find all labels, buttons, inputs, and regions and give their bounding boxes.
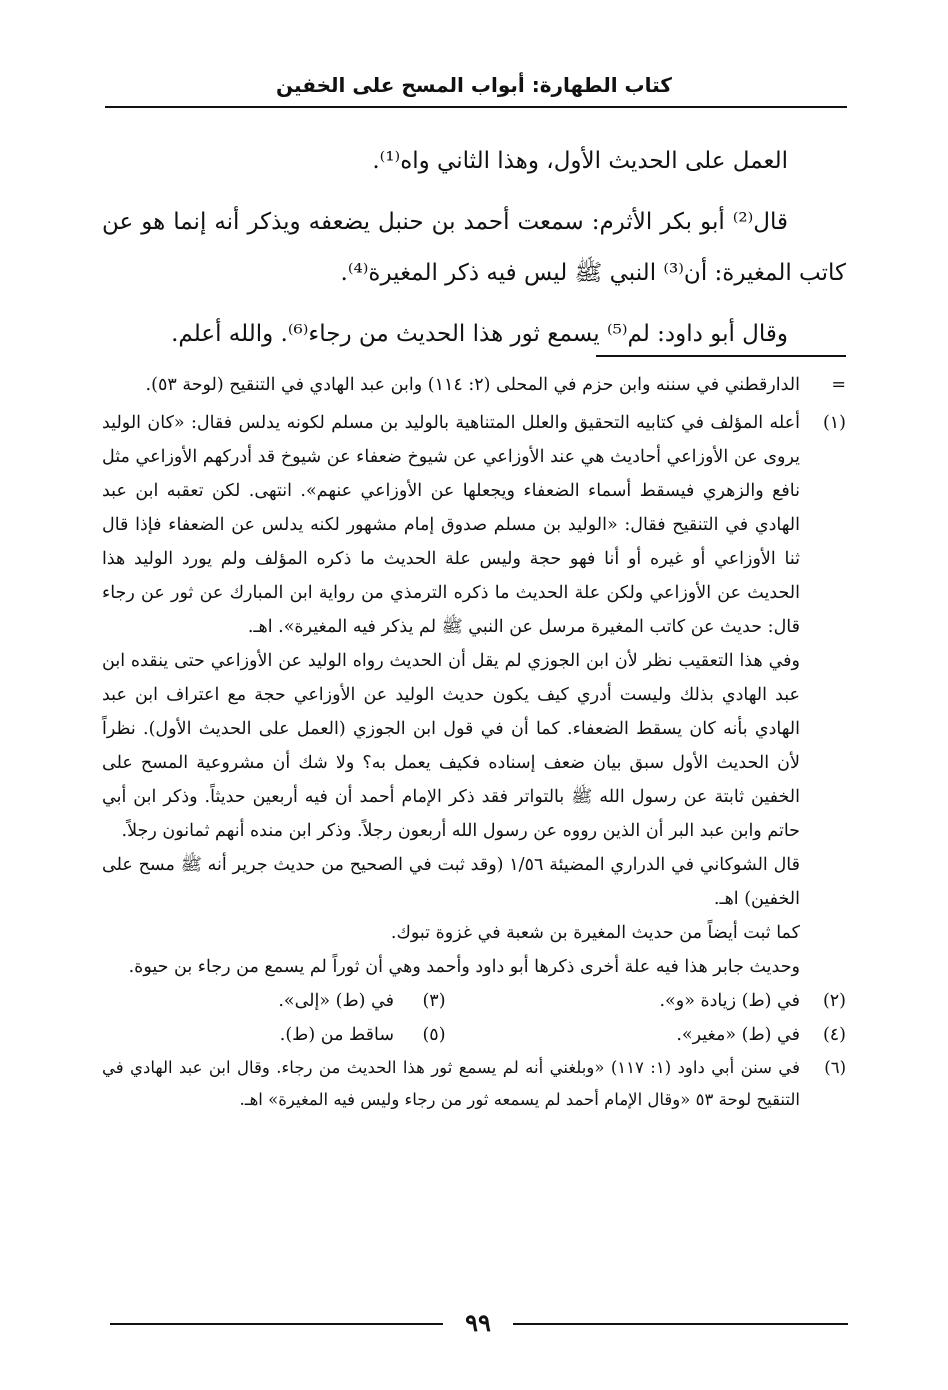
footnote-1-paragraph: وفي هذا التعقيب نظر لأن ابن الجوزي لم يقل أن الحديث رواه الوليد عن الأوزاعي حتى ينقده ابن عبد الهادي بذلك وليست أدري كيف يكون حديث الوليد عن الأوزاعي حجة مع اعتراف ابن عبد الهادي بأنه كان يسقط الضعفاء. كما أن في قول ابن الجوزي (العمل على الحديث الأول). نظراً لأن الحديث الأول سبق بيان ضعف إسناده فكيف يعمل به؟ ولا شك أن مشروعية المسح على الخفين ثابتة عن رسول الله ﷺ بالتواتر فقد ذكر الإمام أحمد أن فيه أربعين حديثاً. وذكر ابن أبي حاتم وابن عبد البر أن الذين رووه عن رسول الله أربعون رجلاً. وذكر ابن منده أنهم ثمانون رجلاً. <box>102 651 800 841</box>
footnote-1 <box>102 406 846 984</box>
footnote-continuation-marker: = <box>831 375 846 395</box>
footer-rule-right <box>513 1323 848 1325</box>
footnote-2-number: (٢) <box>822 991 846 1011</box>
footnote-1-paragraph: كما ثبت أيضاً من حديث المغيرة بن شعبة في غزوة تبوك. <box>390 923 800 943</box>
page-number: ٩٩ <box>465 1308 491 1337</box>
footer-rule-left <box>110 1323 443 1325</box>
footnote-continuation <box>102 368 846 402</box>
footnote-6-number: (٦) <box>824 1058 846 1077</box>
footnote-2 <box>474 984 846 1018</box>
footnote-1-paragraph: وحديث جابر هذا فيه علة أخرى ذكرها أبو داود وأحمد وهي أن ثوراً لم يسمع من رجاء بن حيوة. <box>128 957 800 977</box>
footnote-1-paragraph: قال الشوكاني في الدراري المضيئة ١/٥٦ (وقد ثبت في الصحيح من حديث جرير أنه ﷺ مسح على الخفين) اهـ. <box>102 855 800 909</box>
footnote-4 <box>474 1018 846 1052</box>
header-rule <box>105 106 847 108</box>
footnote-2-text: في (ط) زيادة «و». <box>659 991 800 1011</box>
main-paragraph-3: وقال أبو داود: لم⁽⁵⁾ يسمع ثور هذا الحديث من رجاء⁽⁶⁾. والله أعلم. <box>171 321 788 347</box>
footnote-4-number: (٤) <box>822 1025 846 1045</box>
footnote-1-number: (١) <box>822 413 846 433</box>
footnote-5 <box>102 1018 474 1052</box>
footnote-continuation-text: الدارقطني في سننه وابن حزم في المحلى (٢: ١١٤) وابن عبد الهادي في التنقيح (لوحة ٥٣). <box>145 375 800 395</box>
footnote-3 <box>102 984 474 1018</box>
footnotes <box>102 368 846 1116</box>
footnote-6 <box>102 1052 846 1116</box>
footnotes-row-2-3 <box>102 984 846 1018</box>
footnote-separator <box>596 355 846 357</box>
footnote-1-paragraph: أعله المؤلف في كتابيه التحقيق والعلل المتناهية بالوليد بن مسلم لكونه يدلس فقال: «كان الوليد يروى عن الأوزاعي أحاديث هي عند الأوزاعي عن شيوخ ضعفاء عن شيوخ قد أدركهم الأوزاعي مثل نافع والزهري فيسقط أسماء الضعفاء ويجعلها عن الأوزاعي عنهم». انتهى. لكن تعقبه ابن عبد الهادي في التنقيح فقال: «الوليد بن مسلم صدوق إمام مشهور لكنه يدلس عن الضعفاء فإذا قال ثنا الأوزاعي أو غيره أو أنا فهو حجة وليس علة الحديث ما ذكره المؤلف ولم يورد الوليد هذا الحديث عن الأوزاعي ولكن علة الحديث ما ذكره الترمذي من رواية ابن المبارك عن ثور عن رجاء قال: حديث عن كاتب المغيرة مرسل عن النبي ﷺ لم يذكر فيه المغيرة». اهـ. <box>102 413 801 637</box>
running-header-title: كتاب الطهارة: أبواب المسح على الخفين <box>276 73 672 97</box>
footnotes-row-4-5 <box>102 1018 846 1052</box>
footnote-4-text: في (ط) «مغير». <box>676 1025 800 1045</box>
main-text <box>102 136 846 360</box>
main-paragraph-2: قال⁽²⁾ أبو بكر الأثرم: سمعت أحمد بن حنبل يضعفه ويذكر أنه إنما هو عن كاتب المغيرة: أن⁽³⁾ النبي ﷺ ليس فيه ذكر المغيرة⁽⁴⁾. <box>102 209 846 286</box>
footnote-3-number: (٣) <box>422 991 446 1011</box>
footnote-3-text: في (ط) «إلى». <box>278 991 394 1011</box>
footnote-5-text: ساقط من (ط). <box>279 1025 394 1045</box>
footnote-6-text: في سنن أبي داود (١: ١١٧) «وبلغني أنه لم يسمع ثور هذا الحديث من رجاء. وقال ابن عبد الهادي في التنقيح لوحة ٥٣ «وقال الإمام أحمد لم يسمعه ثور من رجاء وليس فيه المغيرة» اهـ. <box>102 1058 800 1109</box>
main-paragraph-1: العمل على الحديث الأول، وهذا الثاني واه⁽¹⁾. <box>372 148 788 174</box>
footnote-5-number: (٥) <box>422 1025 446 1045</box>
